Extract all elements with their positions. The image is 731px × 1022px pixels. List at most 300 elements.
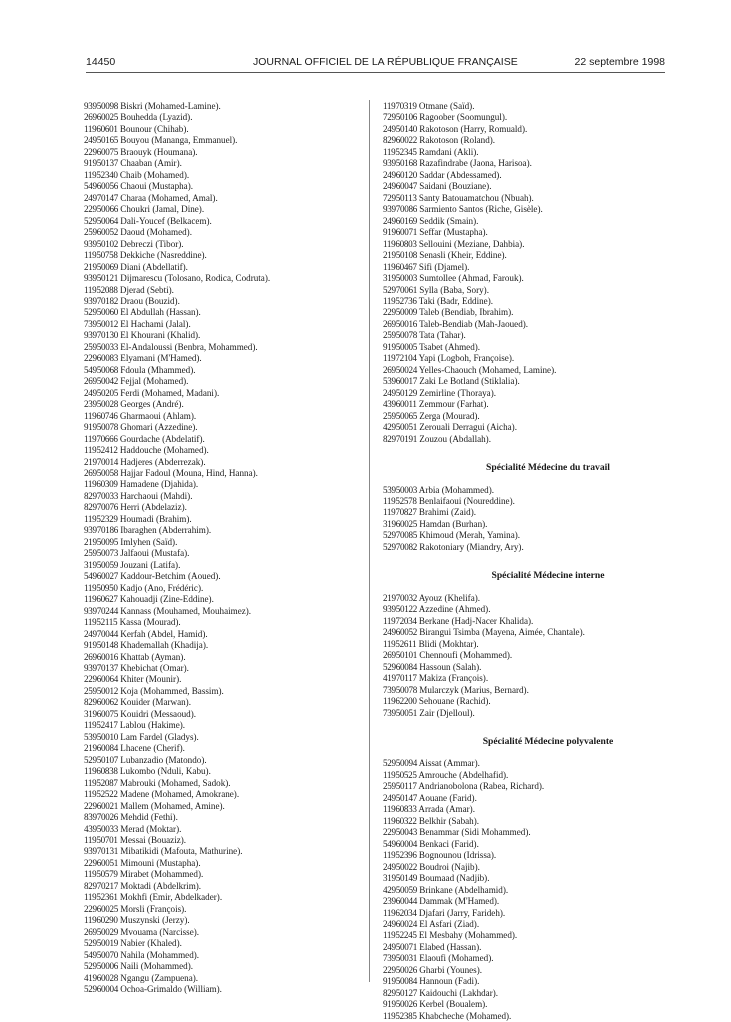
list-item (383, 216, 683, 227)
entry-code: 73950051 (383, 707, 417, 718)
entry-name: Hadjeres (Abderrezak). (120, 456, 206, 467)
entry-code: 93970130 (84, 330, 118, 341)
list-item (84, 342, 354, 353)
entry-code: 31950149 (383, 873, 417, 884)
entry-name: Messai (Bouaziz). (119, 835, 187, 845)
list-item (383, 885, 683, 896)
entry-name: Chaib (Mohamed). (119, 169, 190, 180)
list-item (383, 604, 683, 615)
entry-code: 11960467 (383, 261, 417, 272)
list-item (383, 388, 683, 399)
list-item (383, 930, 683, 941)
list-item (84, 663, 354, 674)
entry-name: Mimouni (Mustapha). (120, 857, 201, 868)
entry-name: Boudroi (Najib). (419, 861, 480, 872)
entry-name: Debreczi (Tibor). (120, 238, 184, 249)
entry-name: Kannass (Mouhamed, Mouhaimez). (120, 605, 252, 616)
entry-name: Dali-Youcef (Belkacem). (120, 215, 212, 226)
list-item (84, 457, 354, 468)
entry-name: Dekkiche (Nasreddine). (119, 250, 207, 261)
section-heading: Spécialité Médecine du travail (486, 462, 610, 474)
entry-name: Nahila (Mohammed). (120, 949, 200, 960)
entry-code: 91950084 (383, 976, 417, 987)
list-item (84, 112, 354, 123)
entry-name: Sellouini (Meziane, Dahbia). (418, 238, 525, 249)
entry-code: 11960838 (84, 766, 118, 777)
entry-name: Razafindrabe (Jaona, Harisoa). (419, 158, 532, 169)
entry-name: Saddar (Abdessamed). (419, 169, 502, 180)
list-item (383, 112, 683, 123)
entry-code: 82960022 (383, 135, 417, 146)
entry-name: El Khourani (Khalid). (120, 330, 201, 341)
entry-name: Khademallah (Khadija). (120, 640, 209, 651)
entry-code: 93950168 (383, 158, 417, 169)
entry-code: 82970191 (383, 433, 417, 444)
entry-name: Andrianobolona (Rabea, Richard). (418, 781, 545, 792)
list-item (383, 850, 683, 861)
list-item (383, 542, 683, 553)
section-heading: Spécialité Médecine interne (491, 570, 605, 582)
entry-code: 91950148 (84, 640, 118, 651)
entry-name: El Asfari (Ziad). (419, 919, 480, 929)
entry-code: 11952578 (383, 496, 417, 506)
list-item (383, 1011, 683, 1022)
list-item (84, 617, 354, 628)
list-item (383, 285, 683, 296)
entry-name: Kaddour-Betchim (Aoued). (120, 571, 221, 582)
entry-name: El-Andaloussi (Benbra, Mohammed). (120, 341, 258, 352)
entry-code: 25950117 (383, 781, 417, 792)
list-item (84, 674, 354, 685)
list-item (84, 422, 354, 433)
entry-code: 93970137 (84, 662, 118, 673)
entry-code: 24960024 (383, 919, 417, 929)
entry-code: 72950106 (383, 112, 417, 123)
list-item (383, 873, 683, 884)
list-item (383, 919, 683, 930)
entry-code: 24950165 (84, 135, 118, 146)
entry-name: Moktadi (Abdelkrim). (120, 880, 202, 891)
list-item (84, 571, 354, 582)
entry-name: Ochoa-Grimaldo (William). (120, 984, 222, 995)
entry-name: Herri (Abdelaziz). (120, 502, 187, 513)
list-item (84, 629, 354, 640)
list-item (383, 662, 683, 673)
entry-code: 42950059 (383, 884, 417, 895)
list-item (84, 158, 354, 169)
entry-name: Zaki Le Botland (Stiklalia). (419, 376, 520, 387)
entry-name: El Mesbahy (Mohammed). (418, 930, 518, 941)
list-item (383, 781, 683, 792)
entry-code: 31960025 (383, 518, 417, 529)
list-item (383, 530, 683, 541)
entry-name: Benkaci (Farid). (419, 838, 479, 849)
entry-name: Georges (André). (120, 399, 184, 410)
list-item (84, 239, 354, 250)
entry-code: 11952329 (84, 513, 118, 524)
entry-code: 11962034 (383, 907, 417, 918)
entry-code: 25950065 (383, 410, 417, 421)
entry-name: Kouidri (Messaoud). (120, 708, 197, 719)
list-item (383, 273, 683, 284)
list-item (84, 743, 354, 754)
list-item (84, 697, 354, 708)
entry-name: Gharbi (Younes). (419, 964, 482, 975)
list-item (383, 507, 683, 518)
list-item (383, 770, 683, 781)
entry-code: 31960075 (84, 708, 118, 719)
list-item (84, 812, 354, 823)
entry-code: 11952340 (84, 169, 118, 180)
entry-code: 26960016 (84, 651, 118, 662)
entry-code: 11960309 (84, 479, 118, 490)
list-item (383, 239, 683, 250)
list-item (84, 709, 354, 720)
entry-code: 11950579 (84, 869, 118, 880)
entry-code: 26950058 (84, 468, 118, 478)
entry-code: 93950098 (84, 101, 118, 111)
entry-name: Zair (Djelloul). (419, 707, 475, 718)
entry-name: Saidani (Bouziane). (419, 181, 492, 192)
list-item (84, 938, 354, 949)
list-item (84, 285, 354, 296)
list-item (383, 496, 683, 507)
entry-name: Ngangu (Zampuena). (120, 972, 199, 983)
entry-code: 24950071 (383, 941, 417, 952)
entry-name: Khattab (Ayman). (120, 651, 186, 662)
entry-code: 11970319 (383, 101, 417, 111)
entry-code: 22950043 (383, 827, 417, 838)
list-item (383, 307, 683, 318)
list-item (383, 135, 683, 146)
entry-code: 11952396 (383, 850, 417, 861)
list-item (383, 411, 683, 422)
entry-name: Sumtollee (Ahmad, Farouk). (419, 273, 524, 284)
entry-name: Haddouche (Mohamed). (119, 445, 209, 456)
list-item (383, 999, 683, 1010)
list-item (84, 411, 354, 422)
entry-code: 52950107 (84, 754, 118, 765)
entry-name: Lubanzadio (Matondo). (120, 754, 207, 765)
entry-name: Otmane (Saïd). (418, 101, 475, 111)
entry-code: 22950009 (383, 307, 417, 318)
entry-code: 22960064 (84, 674, 118, 685)
entry-name: Khabcheche (Mohamed). (418, 1010, 512, 1021)
entry-name: Birangui Tsimba (Mayena, Aimée, Chantale). (419, 627, 585, 638)
entry-code: 52960084 (383, 661, 417, 672)
entry-name: Makiza (François). (418, 673, 489, 684)
entry-code: 25950012 (84, 685, 118, 696)
list-item (84, 548, 354, 559)
entry-code: 26950024 (383, 364, 417, 375)
list-item (84, 686, 354, 697)
entry-name: Elaoufi (Mohamed). (419, 953, 494, 964)
entry-name: Kahouadji (Zine-Eddine). (119, 594, 214, 605)
entry-name: Tsabet (Ahmed). (419, 341, 481, 352)
entry-code: 23960044 (383, 896, 417, 907)
list-item (383, 193, 683, 204)
entry-code: 52950006 (84, 961, 118, 972)
entry-code: 11952385 (383, 1010, 417, 1021)
entry-name: Harchaoui (Mahdi). (120, 490, 193, 501)
list-item (84, 606, 354, 617)
list-item (383, 250, 683, 261)
list-item (383, 816, 683, 827)
entry-code: 25950033 (84, 341, 118, 352)
entry-name: Mvouama (Narcisse). (120, 926, 200, 937)
entry-name: Blidi (Mokhtar). (418, 638, 479, 649)
entry-code: 93950102 (84, 238, 118, 249)
list-item (383, 758, 683, 769)
list-item (383, 262, 683, 273)
list-item (84, 307, 354, 318)
entry-code: 52960004 (84, 984, 118, 995)
entry-name: Lukombo (Nduli, Kabu). (119, 766, 211, 777)
entry-name: Choukri (Jamal, Dine). (120, 204, 205, 215)
entry-code: 22960083 (84, 353, 118, 364)
list-item (383, 158, 683, 169)
entry-name: Bounour (Chihab). (119, 123, 189, 134)
entry-name: Zemmour (Farhat). (418, 399, 489, 410)
entry-name: Ferdi (Mohamed, Madani). (120, 387, 220, 398)
entry-name: Charaa (Mohamed, Amal). (120, 192, 218, 203)
entry-code: 24960052 (383, 627, 417, 638)
list-item (383, 616, 683, 627)
entry-name: Berkane (Hadj-Nacer Khalida). (418, 615, 534, 626)
entry-code: 21950095 (84, 536, 118, 547)
entry-code: 11952245 (383, 930, 417, 941)
entry-name: Rakotoson (Harry, Romuald). (419, 123, 528, 134)
right-column (383, 101, 683, 1022)
entry-name: Seffar (Mustapha). (419, 227, 488, 238)
entry-name: Aissat (Ammar). (418, 758, 480, 769)
entry-name: Taleb-Bendiab (Mah-Jaoued). (419, 318, 529, 329)
entry-name: Arbia (Mohammed). (418, 484, 495, 495)
entry-code: 25950078 (383, 330, 417, 341)
entry-name: Mirabet (Mohammed). (119, 869, 204, 880)
entry-code: 91950005 (383, 341, 417, 352)
entry-name: Gharmaoui (Ahlam). (119, 410, 197, 421)
list-item (84, 262, 354, 273)
entry-name: Madene (Mohamed, Amokrane). (119, 789, 240, 800)
entry-code: 53950003 (383, 484, 417, 495)
entry-code: 22960051 (84, 857, 118, 868)
entry-code: 24960120 (383, 169, 417, 180)
entry-name: Lablou (Hakime). (119, 720, 186, 731)
entry-code: 26950029 (84, 926, 118, 937)
list-item (383, 296, 683, 307)
entry-name: Daoud (Mohamed). (120, 227, 192, 238)
entry-name: Hannoun (Fadi). (419, 976, 480, 987)
entry-name: Bouyou (Mananga, Emmanuel). (120, 135, 238, 146)
entry-code: 91950078 (84, 422, 118, 433)
entry-name: Kerbel (Boualem). (419, 999, 488, 1010)
entry-code: 11962200 (383, 696, 417, 707)
entry-code: 11950758 (84, 250, 118, 261)
entry-code: 11960322 (383, 815, 417, 826)
list-item (84, 537, 354, 548)
list-item (383, 485, 683, 496)
list-item (383, 896, 683, 907)
entry-code: 11952087 (84, 777, 118, 788)
entry-code: 11960290 (84, 915, 118, 926)
list-item (383, 685, 683, 696)
list-item (84, 594, 354, 605)
entry-name: Zerouali Derragui (Aicha). (419, 422, 517, 433)
entry-code: 93950121 (84, 273, 118, 284)
entry-name: Gourdache (Abdelatif). (119, 433, 205, 444)
entry-name: Ayouz (Khelifa). (418, 592, 481, 603)
list-item (84, 950, 354, 961)
list-item (383, 627, 683, 638)
entry-name: Mibatikidi (Mafouta, Mathurine). (120, 846, 243, 857)
entry-code: 73950031 (383, 953, 417, 964)
list-item (84, 778, 354, 789)
entry-code: 41970117 (383, 673, 417, 684)
list-item (84, 858, 354, 869)
entry-code: 11972104 (383, 353, 417, 364)
list-item (84, 640, 354, 651)
list-item (383, 593, 683, 604)
entry-code: 11960746 (84, 410, 118, 421)
list-item (84, 365, 354, 376)
list-item (84, 319, 354, 330)
list-item (84, 927, 354, 938)
list-item (383, 953, 683, 964)
list-item (383, 827, 683, 838)
entry-name: Amrouche (Abdelhafid). (418, 769, 509, 780)
entry-code: 52950094 (383, 758, 417, 769)
list-item (383, 839, 683, 850)
list-item (84, 525, 354, 536)
entry-code: 54960027 (84, 571, 118, 582)
list-item (383, 376, 683, 387)
entry-name: Taki (Badr, Eddine). (418, 295, 494, 306)
list-item (383, 804, 683, 815)
list-item (84, 881, 354, 892)
list-item (84, 491, 354, 502)
entry-name: Khebichat (Omar). (120, 662, 189, 673)
entry-code: 43950033 (84, 823, 118, 834)
entry-code: 11952417 (84, 720, 118, 731)
entry-name: Ibaraghen (Abderrahim). (120, 525, 212, 536)
entry-code: 24970044 (84, 628, 118, 639)
list-item (383, 793, 683, 804)
entry-name: Azzedine (Ahmed). (418, 604, 491, 615)
entry-code: 22950026 (383, 964, 417, 975)
entry-name: El Abdullah (Hassan). (120, 307, 201, 318)
list-item (383, 342, 683, 353)
entry-name: Naili (Mohammed). (120, 961, 193, 972)
entry-name: Benammar (Sidi Mohammed). (419, 827, 531, 838)
entry-code: 21950069 (84, 261, 118, 272)
entry-name: Zemirline (Thoraya). (419, 387, 497, 398)
entry-code: 82960062 (84, 697, 118, 708)
list-item (84, 170, 354, 181)
entry-code: 24950205 (84, 387, 118, 398)
list-item (84, 652, 354, 663)
entry-code: 11950950 (84, 582, 118, 593)
entry-code: 11952611 (383, 638, 417, 649)
list-item (84, 216, 354, 227)
entry-name: Ghomari (Azzedine). (120, 422, 198, 433)
entry-name: Arrada (Amar). (418, 804, 475, 815)
left-column (84, 101, 354, 996)
entry-code: 24960169 (383, 215, 417, 226)
list-item (84, 181, 354, 192)
entry-name: Dijmarescu (Tolosano, Rodica, Codruta). (120, 273, 271, 284)
entry-code: 23950028 (84, 399, 118, 410)
entry-code: 31950003 (383, 273, 417, 284)
list-item (84, 560, 354, 571)
entry-code: 21970032 (383, 592, 417, 603)
entry-name: Sehouane (Rachid). (418, 696, 491, 707)
list-item (383, 650, 683, 661)
entry-code: 11972034 (383, 615, 417, 626)
entry-code: 53960017 (383, 376, 417, 387)
entry-code: 24950140 (383, 123, 417, 134)
entry-name: Ragoober (Soomungul). (419, 112, 508, 123)
entry-code: 41960028 (84, 972, 118, 983)
entry-name: Kerfah (Abdel, Hamid). (120, 628, 208, 639)
column-divider (369, 100, 370, 982)
entry-code: 24970147 (84, 192, 118, 203)
list-item (84, 502, 354, 513)
entry-code: 11960627 (84, 594, 118, 605)
entry-code: 52950060 (84, 307, 118, 318)
entry-code: 26950101 (383, 650, 417, 661)
entry-name: Seddik (Smain). (419, 215, 479, 226)
list-item (84, 732, 354, 743)
entry-name: Zouzou (Abdallah). (419, 433, 491, 444)
list-item (383, 519, 683, 530)
entry-code: 21970014 (84, 456, 118, 467)
entry-code: 11952115 (84, 617, 118, 628)
list-item (84, 147, 354, 158)
entry-name: Khimoud (Merah, Yamina). (419, 530, 521, 541)
list-item (383, 319, 683, 330)
entry-code: 26960025 (84, 112, 118, 123)
entry-code: 82950127 (383, 987, 417, 998)
entry-name: Brinkane (Abdelhamid). (419, 884, 509, 895)
list-item (84, 330, 354, 341)
list-item (84, 583, 354, 594)
entry-name: Hajjar Fadoul (Mouna, Hind, Hanna). (120, 468, 258, 478)
entry-name: Nabier (Khaled). (120, 938, 182, 949)
list-item (383, 101, 683, 112)
entry-name: Bognounou (Idrissa). (418, 850, 497, 861)
entry-code: 11970666 (84, 433, 118, 444)
list-item (84, 892, 354, 903)
list-item (383, 353, 683, 364)
entry-code: 24950129 (383, 387, 417, 398)
entry-name: Chaoui (Mustapha). (120, 181, 194, 192)
list-item (84, 904, 354, 915)
list-item (383, 965, 683, 976)
entry-name: Koja (Mohammed, Bassim). (120, 685, 224, 696)
entry-code: 42950051 (383, 422, 417, 433)
list-item (84, 801, 354, 812)
list-item (84, 973, 354, 984)
list-item (84, 720, 354, 731)
entry-code: 93970186 (84, 525, 118, 536)
entry-code: 25960052 (84, 227, 118, 238)
entry-name: Belkhir (Sabah). (418, 815, 480, 826)
entry-code: 43960011 (383, 399, 417, 410)
list-item (84, 468, 354, 479)
entry-code: 11970827 (383, 507, 417, 518)
entry-code: 11960833 (383, 804, 417, 815)
